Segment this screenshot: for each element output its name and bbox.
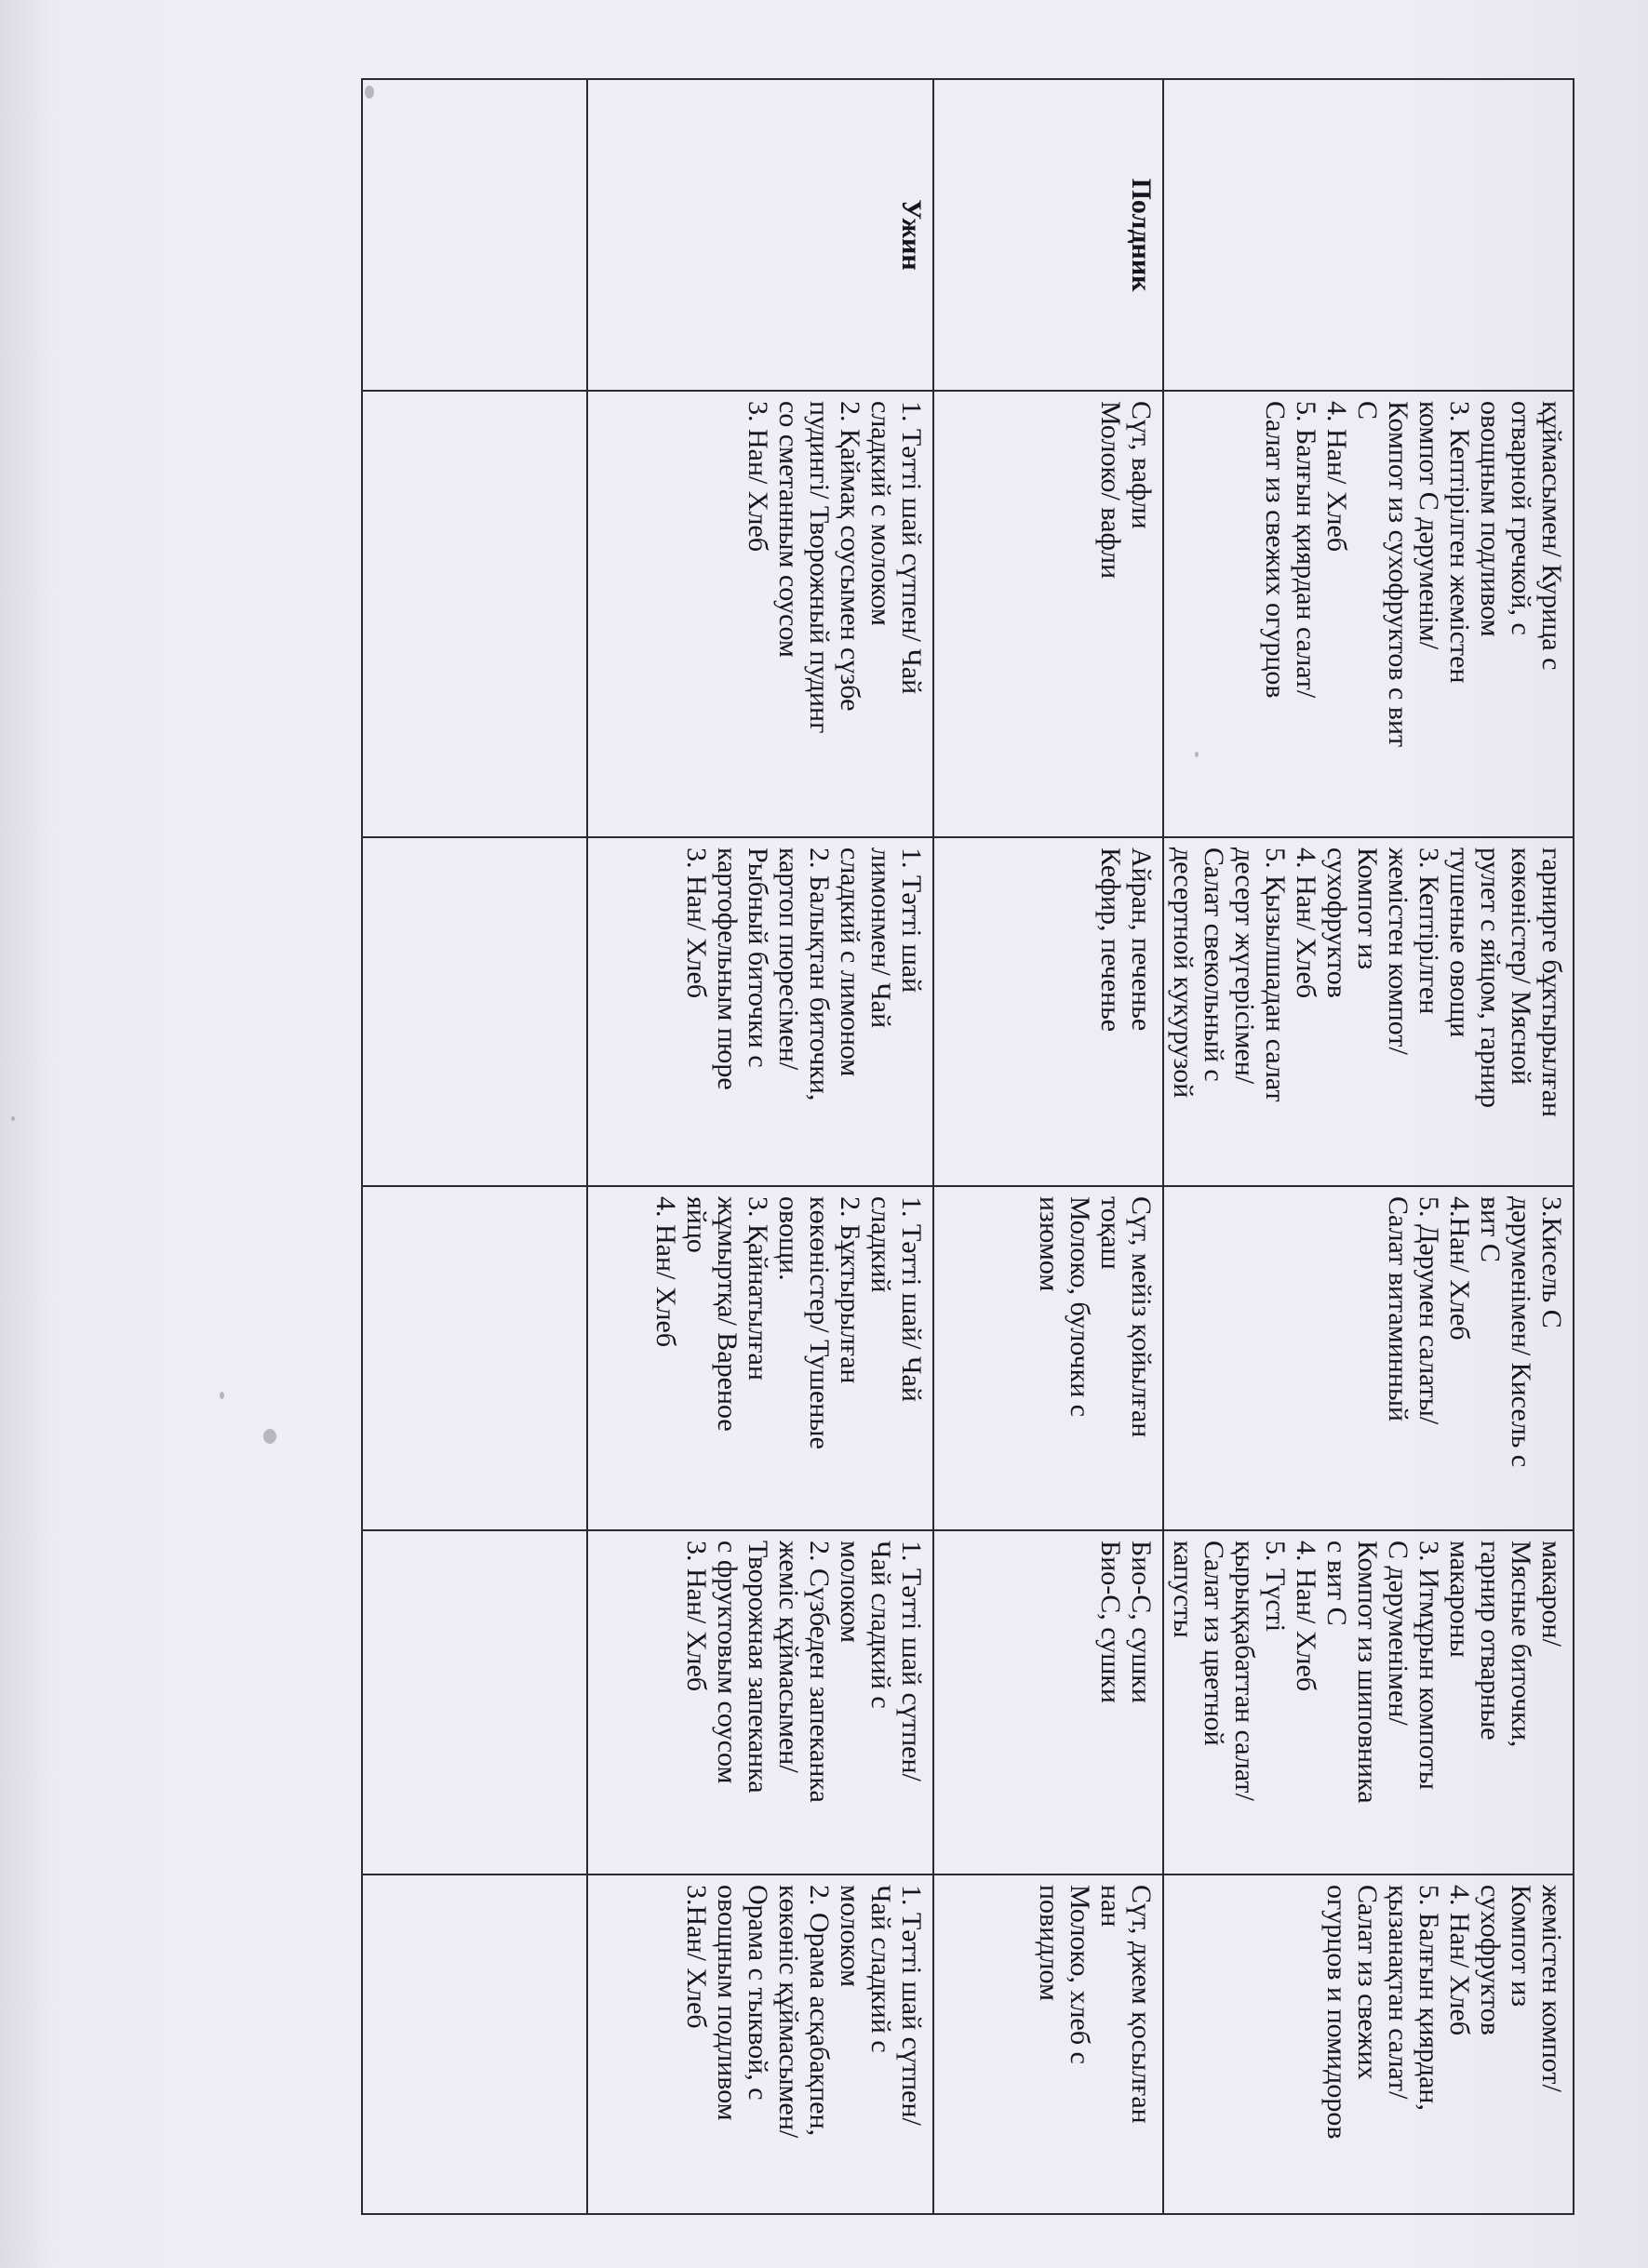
menu-cell <box>362 1530 587 1874</box>
menu-line: картоп пюресімен/ <box>773 847 804 1071</box>
menu-line: 1. Тәтті шай сүтпен/ Чай <box>896 401 927 695</box>
menu-line: капусты <box>1168 1541 1199 1638</box>
menu-line: 4. Нан/ Хлеб <box>1291 1541 1321 1692</box>
menu-line: 3. Нан/ Хлеб <box>681 1541 712 1692</box>
menu-line: изюмом <box>1034 1196 1065 1292</box>
menu-line: 2. Балықтан биточки, <box>804 847 835 1101</box>
menu-line: 1. Тәтті шай/ Чай <box>896 1196 927 1402</box>
menu-cell <box>362 837 587 1186</box>
menu-table-rotated <box>495 78 1574 2213</box>
menu-line: пудингі/ Творожный пудинг <box>804 401 835 734</box>
menu-line: сухофруктов <box>1475 1885 1506 2035</box>
menu-line: Молоко/ вафли <box>1095 401 1126 580</box>
menu-line: с вит С <box>1321 1541 1352 1626</box>
menu-line: макарон/ <box>1536 1541 1567 1647</box>
scan-speck <box>11 1116 15 1121</box>
menu-line: Компот из <box>1506 1885 1536 2008</box>
menu-line: Био-С, сушки <box>1126 1541 1157 1703</box>
menu-line: гарнирге бұктырылған <box>1536 847 1567 1117</box>
menu-line: көкөністер/ Мясной <box>1506 847 1536 1086</box>
menu-line: Салат из свежих <box>1352 1885 1383 2080</box>
menu-line: Салат из свежих огурцов <box>1260 401 1291 699</box>
menu-line: гарнир отварные <box>1475 1541 1506 1741</box>
menu-line: Сүт, вафли <box>1126 401 1157 529</box>
menu-cell <box>587 1874 933 2214</box>
menu-line: Кефир, печенье <box>1095 847 1126 1033</box>
table-row <box>1163 79 1574 2214</box>
menu-line: Сүт, мейіз қойылған <box>1126 1196 1157 1438</box>
menu-line: дәруменімен/ Кисель с <box>1506 1196 1536 1468</box>
scan-speck <box>220 1392 224 1399</box>
menu-line: нан <box>1095 1885 1126 1928</box>
menu-line: 2. Орама асқабақпен, <box>804 1885 835 2137</box>
menu-line: молоком <box>835 1541 865 1644</box>
menu-line: жұмыртқа/ Вареное <box>712 1196 743 1432</box>
menu-table <box>361 78 1574 2215</box>
menu-line: 4. Нан/ Хлеб <box>1444 1885 1475 2036</box>
menu-line: картофельным пюре <box>712 847 743 1090</box>
menu-line: повидлом <box>1034 1885 1065 2001</box>
menu-line: 3. Кептірілген <box>1414 847 1444 1015</box>
menu-cell <box>1163 1874 1574 2214</box>
menu-line: молоком <box>835 1885 865 1988</box>
menu-line: рулет с яйцом, гарнир <box>1475 847 1506 1109</box>
menu-line: 2. Қаймақ соусымен сүзбе <box>835 401 865 712</box>
menu-line: со сметанным соусом <box>773 401 804 658</box>
menu-line: сухофруктов <box>1321 847 1352 998</box>
menu-line: десерт жүгерісімен/ <box>1229 847 1260 1085</box>
menu-line: отварной гречкой, с <box>1506 401 1536 635</box>
menu-line: овощным подливом <box>712 1885 743 2121</box>
table-row <box>587 79 933 2214</box>
menu-line: 3. Нан/ Хлеб <box>681 847 712 999</box>
menu-line: Компот из <box>1352 847 1383 970</box>
menu-line: 3.Кисель С <box>1536 1196 1567 1328</box>
menu-line: яйцо <box>681 1196 712 1253</box>
menu-line: 3. Итмұрын компоты <box>1414 1541 1444 1790</box>
menu-line: Сүт, джем қосылған <box>1126 1885 1157 2124</box>
menu-line: 5. Дәрумен салаты/ <box>1414 1196 1444 1425</box>
menu-line: сладкий <box>865 1196 896 1293</box>
menu-cell <box>933 1874 1163 2214</box>
menu-line: Салат витаминный <box>1383 1196 1414 1422</box>
menu-line: Айран, печенье <box>1126 847 1157 1032</box>
menu-line: овощным подливом <box>1475 401 1506 637</box>
menu-line: Мясные биточки, <box>1506 1541 1536 1748</box>
menu-line: көкөніс құймасымен/ <box>773 1885 804 2139</box>
menu-cell <box>933 1186 1163 1530</box>
menu-line: 2. Сүзбеден запеканка <box>804 1541 835 1803</box>
menu-cell <box>587 391 933 837</box>
menu-line: жемістен компот/ <box>1383 847 1414 1055</box>
menu-line: лимонмен/ Чай <box>865 847 896 1029</box>
menu-line: 1. Тәтті шай <box>896 847 927 994</box>
menu-line: 5. Балғын қиярдан салат/ <box>1291 401 1321 699</box>
menu-line: көкөністер/ Тушеные <box>804 1196 835 1449</box>
menu-line: тоқаш <box>1095 1196 1126 1270</box>
meal-name-cell: Полдник <box>933 79 1163 391</box>
meal-name-cell: Ужин <box>587 79 933 391</box>
menu-line: овощи. <box>773 1196 804 1281</box>
menu-line: Био-С, сушки <box>1095 1541 1126 1703</box>
menu-line: сладкий с лимоном <box>835 847 865 1077</box>
menu-line: қырыққабаттан салат/ <box>1229 1541 1260 1801</box>
menu-line: қызанақтан салат/ <box>1383 1885 1414 2100</box>
menu-line: 3. Нан/ Хлеб <box>743 401 773 553</box>
menu-line: компот С дәруменім/ <box>1414 401 1444 650</box>
menu-line: С <box>1352 401 1383 420</box>
menu-cell <box>1163 837 1574 1186</box>
menu-line: Чай сладкий с <box>865 1885 896 2053</box>
menu-cell <box>1163 391 1574 837</box>
menu-line: 2. Бұктырылған <box>835 1196 865 1384</box>
menu-line: 4. Нан/ Хлеб <box>650 1196 681 1348</box>
menu-line: 4. Нан/ Хлеб <box>1321 401 1352 553</box>
menu-line: 3. Қайнатылған <box>743 1196 773 1381</box>
menu-line: Рыбный биточки с <box>743 847 773 1068</box>
menu-line: 5. Балғын қиярдан, <box>1414 1885 1444 2111</box>
menu-line: Салат свекольный с <box>1199 847 1229 1082</box>
menu-line: құймасымен/ Курица с <box>1536 401 1567 671</box>
meal-name-cell <box>362 79 587 391</box>
menu-line: Молоко, булочки с <box>1065 1196 1095 1418</box>
menu-line: 3. Кептірілген жемістен <box>1444 401 1475 684</box>
menu-line: огурцов и помидоров <box>1321 1885 1352 2140</box>
menu-line: Творожная запеканка <box>743 1541 773 1794</box>
menu-line: 3.Нан/ Хлеб <box>681 1885 712 2029</box>
menu-line: жемістен компот/ <box>1536 1885 1567 2092</box>
menu-line: 5. Қызылшадан салат <box>1260 847 1291 1102</box>
menu-line: 4.Нан/ Хлеб <box>1444 1196 1475 1341</box>
menu-cell <box>362 1186 587 1530</box>
menu-line: десертной кукурузой <box>1168 847 1199 1099</box>
table-row <box>933 79 1163 2214</box>
menu-line: Чай сладкий с <box>865 1541 896 1709</box>
menu-line: жеміс құймасымен/ <box>773 1541 804 1773</box>
menu-line: 1. Тәтті шай сүтпен/ <box>896 1885 927 2126</box>
menu-line: Молоко, хлеб с <box>1065 1885 1095 2064</box>
menu-cell <box>362 1874 587 2214</box>
menu-line: с фруктовым соусом <box>712 1541 743 1784</box>
menu-line: Орама с тыквой, с <box>743 1885 773 2101</box>
menu-line: Компот из шиповника <box>1352 1541 1383 1804</box>
menu-line: вит С <box>1475 1196 1506 1262</box>
menu-line: Компот из сухофруктов с вит <box>1383 401 1414 748</box>
menu-line: тушеные овощи <box>1444 847 1475 1038</box>
menu-line: сладкий с молоком <box>865 401 896 626</box>
menu-line: С дәруменімен/ <box>1383 1541 1414 1726</box>
menu-cell <box>933 837 1163 1186</box>
meal-name-cell <box>1163 79 1574 391</box>
menu-line: 4. Нан/ Хлеб <box>1291 847 1321 999</box>
menu-cell <box>933 1530 1163 1874</box>
menu-cell <box>1163 1530 1574 1874</box>
menu-cell <box>1163 1186 1574 1530</box>
menu-cell <box>362 391 587 837</box>
table-row <box>362 79 587 2214</box>
menu-cell <box>933 391 1163 837</box>
menu-line: макароны <box>1444 1541 1475 1658</box>
menu-line: 5. Түсті <box>1260 1541 1291 1633</box>
menu-line: Салат из цветной <box>1199 1541 1229 1746</box>
menu-cell <box>587 837 933 1186</box>
scan-speck <box>263 1429 276 1444</box>
menu-line: 1. Тәтті шай сүтпен/ <box>896 1541 927 1781</box>
menu-cell <box>587 1186 933 1530</box>
menu-cell <box>587 1530 933 1874</box>
